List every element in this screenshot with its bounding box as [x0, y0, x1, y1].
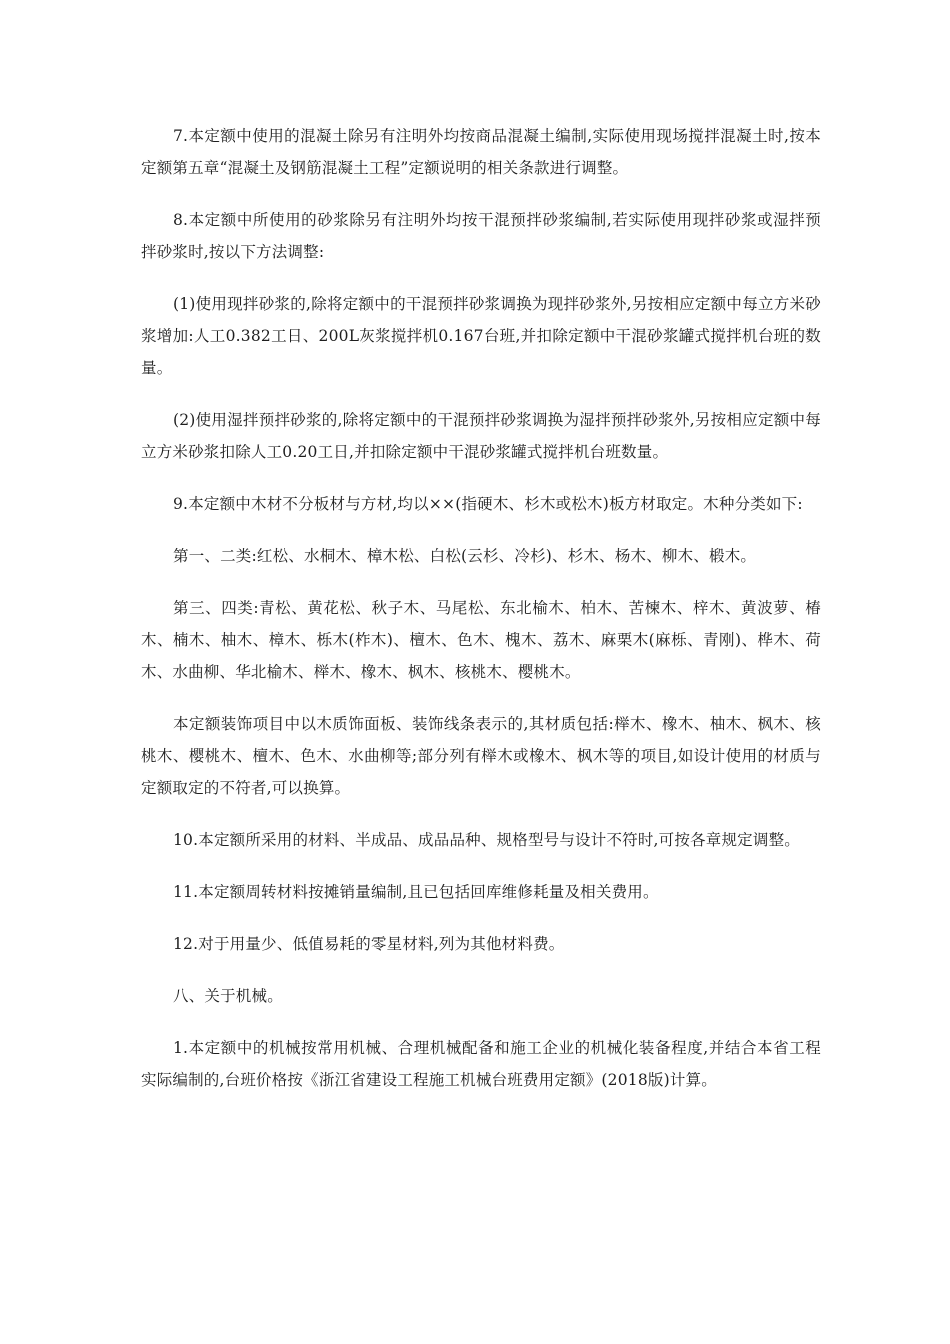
paragraph-8: 8.本定额中所使用的砂浆除另有注明外均按干混预拌砂浆编制,若实际使用现拌砂浆或湿拌预拌砂浆时,按以下方法调整:: [141, 211, 821, 261]
paragraph-12: 12.对于用量少、低值易耗的零星材料,列为其他材料费。: [173, 935, 565, 953]
paragraph-9-class-3-4: 第三、四类:青松、黄花松、秋子木、马尾松、东北榆木、柏木、苦楝木、梓木、黄波萝、椿木、楠木、柚木、樟木、栎木(柞木)、檀木、色木、槐木、荔木、麻栗木(麻栎、青刚)、桦木、荷木、水曲柳、华北榆木、榉木、橡木、枫木、核桃木、樱桃木。: [141, 599, 821, 681]
paragraph-machinery-1: 1.本定额中的机械按常用机械、合理机械配备和施工企业的机械化装备程度,并结合本省工程实际编制的,台班价格按《浙江省建设工程施工机械台班费用定额》(2018版)计算。: [141, 1039, 821, 1089]
paragraph-9: 9.本定额中木材不分板材与方材,均以××(指硬木、杉木或松木)板方材取定。木种分类如下:: [173, 495, 803, 513]
document-body: [141, 120, 821, 1116]
section-heading-machinery: 八、关于机械。: [173, 987, 283, 1005]
paragraph-11: 11.本定额周转材料按摊销量编制,且已包括回库维修耗量及相关费用。: [173, 883, 659, 901]
paragraph-8-1: (1)使用现拌砂浆的,除将定额中的干混预拌砂浆调换为现拌砂浆外,另按相应定额中每立方米砂浆增加:人工0.382工日、200L灰浆搅拌机0.167台班,并扣除定额中干混砂浆罐式搅拌机台班的数量。: [141, 295, 821, 377]
paragraph-10: 10.本定额所采用的材料、半成品、成品品种、规格型号与设计不符时,可按各章规定调整。: [173, 831, 800, 849]
paragraph-9-decoration: 本定额装饰项目中以木质饰面板、装饰线条表示的,其材质包括:榉木、橡木、柚木、枫木、核桃木、樱桃木、檀木、色木、水曲柳等;部分列有榉木或橡木、枫木等的项目,如设计使用的材质与定额取定的不符者,可以换算。: [141, 715, 821, 797]
paragraph-9-class-1-2: 第一、二类:红松、水桐木、樟木松、白松(云杉、冷杉)、杉木、杨木、柳木、椴木。: [173, 547, 757, 565]
paragraph-7: 7.本定额中使用的混凝土除另有注明外均按商品混凝土编制,实际使用现场搅拌混凝土时,按本定额第五章“混凝土及钢筋混凝土工程”定额说明的相关条款进行调整。: [141, 127, 821, 177]
paragraph-8-2: (2)使用湿拌预拌砂浆的,除将定额中的干混预拌砂浆调换为湿拌预拌砂浆外,另按相应定额中每立方米砂浆扣除人工0.20工日,并扣除定额中干混砂浆罐式搅拌机台班数量。: [141, 411, 821, 461]
